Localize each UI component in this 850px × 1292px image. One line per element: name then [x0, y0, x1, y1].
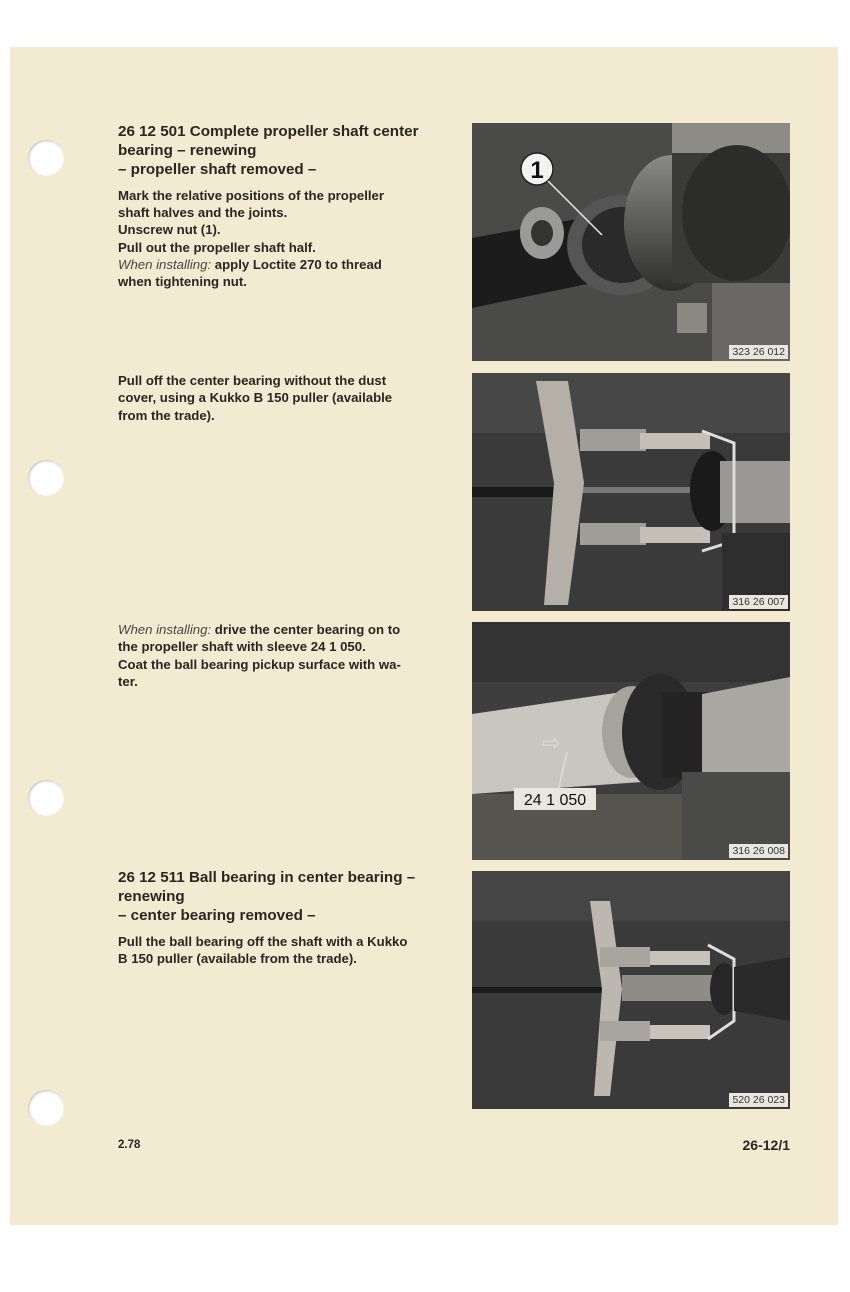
footer-date: 2.78: [118, 1139, 141, 1151]
section-drive-bearing-on: [118, 621, 460, 690]
body-line: Unscrew nut (1).: [118, 222, 221, 238]
body-line: [118, 621, 460, 638]
photo-ball-bearing-puller: [472, 871, 790, 1109]
footer-page-number: 26-12/1: [742, 1137, 790, 1153]
tool-label: 24 1 050: [523, 792, 587, 809]
photo-puller-drawing: [472, 373, 790, 611]
section-heading: [118, 868, 460, 926]
body-text: drive the center bearing on to: [211, 622, 401, 637]
body-line: the propeller shaft with sleeve 24 1 050.: [118, 639, 366, 655]
callout-number: 1: [530, 157, 544, 184]
figure-code: 316 26 008: [729, 844, 788, 858]
section-heading: [118, 122, 460, 180]
punch-hole: [28, 140, 64, 176]
section-center-bearing-renewing: [118, 122, 460, 290]
photo-sleeve-drawing: [472, 622, 790, 860]
body-line: Coat the ball bearing pickup surface with wa-: [118, 656, 401, 672]
body-line: Pull out the propeller shaft half.: [118, 239, 316, 255]
heading-line: 26 12 501 Complete propeller shaft center: [118, 123, 419, 140]
punch-hole: [28, 1090, 64, 1126]
body-text: apply Loctite 270 to thread: [211, 256, 382, 272]
body-line: [118, 256, 460, 273]
punch-hole: [28, 780, 64, 816]
svg-text:⇨: ⇨: [542, 730, 561, 755]
section-pull-off-bearing: [118, 372, 460, 424]
heading-line: bearing – renewing: [118, 142, 257, 160]
heading-line: – propeller shaft removed –: [118, 161, 317, 179]
photo-ball-bearing-drawing: [472, 871, 790, 1109]
body-line: from the trade).: [118, 407, 215, 423]
photo-shaft-nut-drawing: [472, 123, 790, 361]
installing-note: When installing:: [118, 256, 212, 272]
body-line: cover, using a Kukko B 150 puller (available: [118, 390, 393, 406]
figure-code: 520 26 023: [729, 1093, 788, 1107]
figure-code: 316 26 007: [729, 595, 788, 609]
figure-code: 323 26 012: [729, 345, 788, 359]
body-line: Pull the ball bearing off the shaft with a Kukko: [118, 933, 408, 949]
heading-line: – center bearing removed –: [118, 907, 316, 925]
body-line: Mark the relative positions of the propeller: [118, 187, 385, 203]
photo-puller-center-bearing: [472, 373, 790, 611]
body-line: ter.: [118, 673, 138, 689]
body-line: B 150 puller (available from the trade).: [118, 950, 357, 966]
punch-hole: [28, 460, 64, 496]
body-line: shaft halves and the joints.: [118, 204, 288, 220]
heading-line: 26 12 511 Ball bearing in center bearing –: [118, 869, 416, 886]
body-line: when tightening nut.: [118, 274, 247, 290]
section-ball-bearing-renewing: [118, 868, 460, 967]
heading-line: renewing: [118, 888, 185, 906]
photo-sleeve-install: [472, 622, 790, 860]
body-line: Pull off the center bearing without the dust: [118, 373, 387, 388]
installing-note: When installing:: [118, 622, 212, 637]
photo-shaft-nut: [472, 123, 790, 361]
